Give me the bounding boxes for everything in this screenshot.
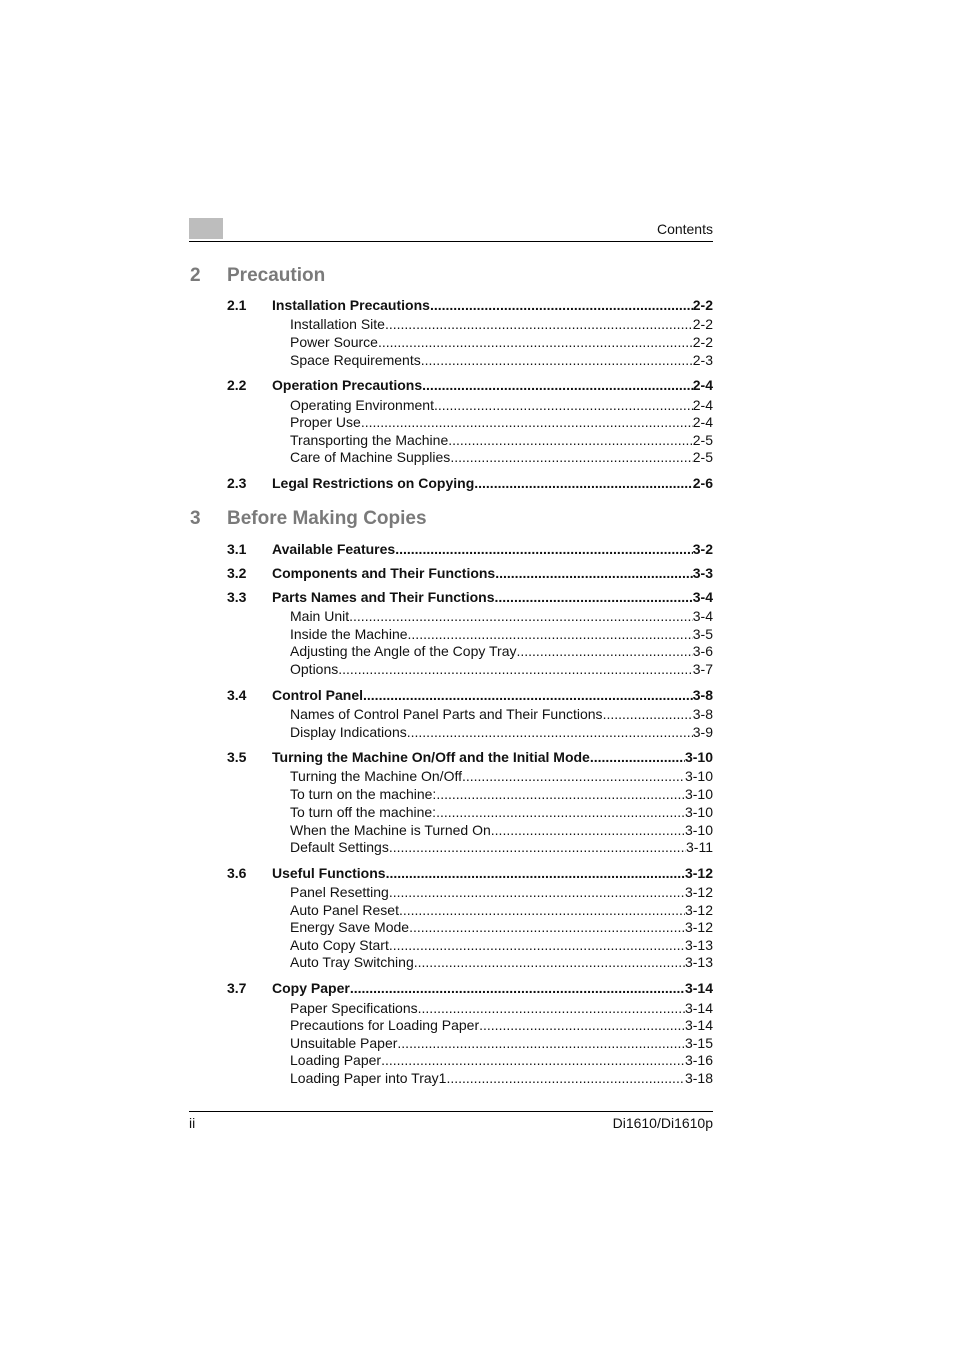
toc-entry[interactable] — [290, 821, 713, 839]
footer-page-number: ii — [189, 1115, 196, 1131]
dot-leader — [407, 723, 693, 741]
toc-subsection-row — [0, 351, 713, 369]
toc-entry-page: 3-3 — [692, 565, 713, 581]
toc-entry[interactable] — [272, 979, 713, 997]
dot-leader — [338, 660, 693, 678]
dot-leader — [422, 376, 693, 394]
toc-subsection-row — [0, 396, 713, 414]
toc-entry[interactable] — [290, 785, 713, 803]
toc-entry[interactable] — [290, 901, 713, 919]
chapter-heading — [190, 508, 427, 530]
dot-leader — [495, 564, 693, 582]
toc-subsection-row — [0, 333, 713, 351]
section-number: 2.3 — [227, 475, 247, 491]
toc-subsection-row — [0, 660, 713, 678]
toc-subsection-row — [0, 838, 713, 856]
dot-leader — [385, 315, 693, 333]
toc-subsection-row — [0, 999, 713, 1017]
toc-entry-title: Paper Specifications — [290, 1000, 418, 1016]
toc-entry[interactable] — [290, 1069, 713, 1087]
toc-section-row — [0, 474, 713, 492]
toc-entry-title: Components and Their Functions — [272, 565, 496, 581]
toc-subsection-row — [0, 883, 713, 901]
section-number: 3.2 — [227, 565, 247, 581]
toc-entry-page: 3-12 — [684, 884, 713, 900]
toc-entry-page: 3-6 — [692, 643, 713, 659]
chapter-heading — [190, 265, 325, 287]
toc-entry-title: When the Machine is Turned On — [290, 822, 491, 838]
toc-entry-page: 3-10 — [684, 804, 713, 820]
toc-entry-page: 3-13 — [684, 937, 713, 953]
toc-entry-title: Available Features — [272, 541, 396, 557]
toc-entry[interactable] — [290, 705, 713, 723]
dot-leader — [349, 607, 693, 625]
toc-entry-title: Default Settings — [290, 839, 389, 855]
dot-leader — [399, 901, 685, 919]
toc-entry-page: 2-5 — [692, 449, 713, 465]
toc-entry-title: Display Indications — [290, 724, 407, 740]
toc-entry-page: 2-6 — [692, 475, 713, 491]
section-number: 3.1 — [227, 541, 247, 557]
toc-entry-title: Main Unit — [290, 608, 350, 624]
toc-entry[interactable] — [272, 296, 713, 314]
toc-entry-title: Precautions for Loading Paper — [290, 1017, 480, 1033]
toc-entry[interactable] — [290, 1051, 713, 1069]
toc-entry-page: 3-10 — [684, 749, 713, 765]
toc-entry[interactable] — [290, 351, 713, 369]
toc-entry-title: To turn on the machine: — [290, 786, 437, 802]
dot-leader — [395, 540, 693, 558]
toc-entry-page: 3-4 — [692, 608, 713, 624]
chapter-number: 2 — [190, 265, 201, 286]
toc-entry[interactable] — [290, 918, 713, 936]
toc-entry-page: 2-2 — [692, 297, 713, 313]
toc-subsection-row — [0, 625, 713, 643]
dot-leader — [418, 999, 685, 1017]
toc-entry[interactable] — [290, 803, 713, 821]
toc-entry-title: Operating Environment — [290, 397, 434, 413]
toc-entry[interactable] — [272, 564, 713, 582]
dot-leader — [495, 588, 693, 606]
toc-entry-page: 3-10 — [684, 786, 713, 802]
toc-entry-title: Loading Paper — [290, 1052, 382, 1068]
toc-entry-title: Unsuitable Paper — [290, 1035, 398, 1051]
toc-section-row — [0, 588, 713, 606]
toc-entry-page: 3-10 — [684, 768, 713, 784]
toc-section-row — [0, 686, 713, 704]
dot-leader — [450, 448, 692, 466]
toc-entry[interactable] — [290, 625, 713, 643]
footer-model-name: Di1610/Di1610p — [612, 1115, 713, 1131]
toc-entry-title: Proper Use — [290, 414, 361, 430]
toc-subsection-row — [0, 803, 713, 821]
dot-leader — [421, 351, 693, 369]
toc-entry-page: 2-5 — [692, 432, 713, 448]
toc-entry-page: 3-14 — [684, 1000, 713, 1016]
header-tab-marker — [189, 218, 223, 239]
toc-entry[interactable] — [290, 1016, 713, 1034]
toc-entry[interactable] — [290, 333, 713, 351]
toc-entry-title: Adjusting the Angle of the Copy Tray — [290, 643, 517, 659]
toc-entry-title: Useful Functions — [272, 865, 386, 881]
dot-leader — [389, 936, 685, 954]
dot-leader — [446, 1069, 685, 1087]
toc-entry[interactable] — [290, 767, 713, 785]
header-rule — [189, 241, 713, 242]
toc-entry[interactable] — [290, 999, 713, 1017]
chapter-number: 3 — [190, 508, 201, 529]
toc-subsection-row — [0, 431, 713, 449]
toc-subsection-row — [0, 448, 713, 466]
toc-entry-page: 3-12 — [684, 865, 713, 881]
toc-entry[interactable] — [290, 315, 713, 333]
toc-entry-page: 2-4 — [692, 397, 713, 413]
toc-entry-page: 3-2 — [692, 541, 713, 557]
toc-entry-page: 3-13 — [684, 954, 713, 970]
dot-leader — [361, 413, 693, 431]
toc-entry[interactable] — [290, 883, 713, 901]
toc-entry-title: Power Source — [290, 334, 378, 350]
toc-entry-title: Options — [290, 661, 339, 677]
toc-entry-title: Legal Restrictions on Copying — [272, 475, 475, 491]
toc-entry-page: 3-4 — [692, 589, 713, 605]
dot-leader — [462, 767, 685, 785]
dot-leader — [363, 686, 693, 704]
toc-entry-page: 2-4 — [692, 377, 713, 393]
dot-leader — [378, 333, 693, 351]
dot-leader — [491, 821, 685, 839]
footer-rule — [189, 1111, 713, 1112]
toc-entry-title: Energy Save Mode — [290, 919, 410, 935]
toc-entry-page: 2-2 — [692, 334, 713, 350]
toc-subsection-row — [0, 918, 713, 936]
dot-leader — [434, 396, 693, 414]
toc-section-row — [0, 296, 713, 314]
toc-entry-title: Operation Precautions — [272, 377, 423, 393]
toc-section-row — [0, 864, 713, 882]
toc-entry[interactable] — [272, 540, 713, 558]
dot-leader — [389, 883, 685, 901]
toc-entry-page: 3-16 — [684, 1052, 713, 1068]
toc-subsection-row — [0, 1034, 713, 1052]
toc-entry[interactable] — [290, 936, 713, 954]
toc-subsection-row — [0, 936, 713, 954]
header-title: Contents — [656, 221, 713, 237]
dot-leader — [479, 1016, 685, 1034]
dot-leader — [389, 838, 686, 856]
toc-entry-page: 3-10 — [684, 822, 713, 838]
toc-entry-page: 3-14 — [684, 980, 713, 996]
toc-entry-page: 3-12 — [684, 902, 713, 918]
section-number: 3.5 — [227, 749, 247, 765]
toc-entry-page: 3-9 — [692, 724, 713, 740]
toc-entry-title: Turning the Machine On/Off and the Initial Mode — [272, 749, 590, 765]
toc-subsection-row — [0, 1016, 713, 1034]
dot-leader — [350, 979, 685, 997]
toc-entry-page: 3-11 — [686, 839, 713, 855]
dot-leader — [436, 803, 685, 821]
dot-leader — [409, 918, 685, 936]
dot-leader — [436, 785, 685, 803]
toc-subsection-row — [0, 413, 713, 431]
section-number: 3.4 — [227, 687, 247, 703]
dot-leader — [381, 1051, 685, 1069]
section-number: 3.6 — [227, 865, 247, 881]
section-number: 2.2 — [227, 377, 247, 393]
toc-entry-page: 3-5 — [692, 626, 713, 642]
dot-leader — [386, 864, 685, 882]
toc-entry-page: 2-4 — [692, 414, 713, 430]
toc-entry-title: Control Panel — [272, 687, 364, 703]
toc-entry-title: Auto Panel Reset — [290, 902, 399, 918]
toc-entry[interactable] — [290, 723, 713, 741]
toc-entry[interactable] — [290, 413, 713, 431]
toc-entry-page: 2-2 — [692, 316, 713, 332]
dot-leader — [448, 431, 693, 449]
toc-subsection-row — [0, 315, 713, 333]
dot-leader — [414, 953, 685, 971]
toc-entry[interactable] — [290, 660, 713, 678]
toc-entry-page: 3-8 — [692, 706, 713, 722]
toc-entry-page: 2-3 — [692, 352, 713, 368]
toc-subsection-row — [0, 723, 713, 741]
section-number: 3.3 — [227, 589, 247, 605]
toc-subsection-row — [0, 705, 713, 723]
dot-leader — [603, 705, 693, 723]
toc-entry-page: 3-18 — [684, 1070, 713, 1086]
dot-leader — [590, 748, 685, 766]
toc-entry-page: 3-15 — [684, 1035, 713, 1051]
toc-subsection-row — [0, 821, 713, 839]
dot-leader — [430, 296, 693, 314]
dot-leader — [474, 474, 693, 492]
toc-entry-title: Names of Control Panel Parts and Their Functions — [290, 706, 603, 722]
toc-entry[interactable] — [290, 1034, 713, 1052]
dot-leader — [397, 1034, 685, 1052]
toc-entry[interactable] — [290, 448, 713, 466]
toc-subsection-row — [0, 953, 713, 971]
section-number: 2.1 — [227, 297, 247, 313]
toc-subsection-row — [0, 785, 713, 803]
dot-leader — [516, 642, 692, 660]
toc-entry-title: Installation Precautions — [272, 297, 430, 313]
toc-subsection-row — [0, 642, 713, 660]
toc-entry-title: Panel Resetting — [290, 884, 389, 900]
toc-entry-title: Loading Paper into Tray1 — [290, 1070, 447, 1086]
toc-entry-page: 3-8 — [692, 687, 713, 703]
toc-entry[interactable] — [290, 431, 713, 449]
toc-subsection-row — [0, 767, 713, 785]
toc-section-row — [0, 376, 713, 394]
toc-entry-page: 3-12 — [684, 919, 713, 935]
toc-entry[interactable] — [290, 642, 713, 660]
toc-entry[interactable] — [272, 474, 713, 492]
toc-entry[interactable] — [272, 864, 713, 882]
toc-section-row — [0, 564, 713, 582]
chapter-title: Before Making Copies — [227, 508, 427, 529]
toc-entry-title: Auto Tray Switching — [290, 954, 414, 970]
toc-entry[interactable] — [272, 588, 713, 606]
section-number: 3.7 — [227, 980, 247, 996]
toc-section-row — [0, 540, 713, 558]
toc-entry-title: To turn off the machine: — [290, 804, 437, 820]
toc-entry[interactable] — [272, 686, 713, 704]
toc-section-row — [0, 748, 713, 766]
toc-subsection-row — [0, 901, 713, 919]
toc-entry[interactable] — [290, 396, 713, 414]
toc-entry-title: Auto Copy Start — [290, 937, 389, 953]
toc-entry-title: Turning the Machine On/Off — [290, 768, 462, 784]
toc-entry-page: 3-7 — [692, 661, 713, 677]
toc-entry-title: Care of Machine Supplies — [290, 449, 451, 465]
toc-entry[interactable] — [290, 953, 713, 971]
toc-section-row — [0, 979, 713, 997]
toc-entry-title: Parts Names and Their Functions — [272, 589, 495, 605]
toc-subsection-row — [0, 1069, 713, 1087]
dot-leader — [408, 625, 693, 643]
toc-entry[interactable] — [272, 376, 713, 394]
toc-entry[interactable] — [272, 748, 713, 766]
toc-subsection-row — [0, 1051, 713, 1069]
toc-entry-title: Installation Site — [290, 316, 385, 332]
toc-entry[interactable] — [290, 607, 713, 625]
toc-entry-title: Copy Paper — [272, 980, 350, 996]
chapter-title: Precaution — [227, 265, 326, 286]
toc-entry-title: Inside the Machine — [290, 626, 408, 642]
toc-subsection-row — [0, 607, 713, 625]
toc-entry-page: 3-14 — [684, 1017, 713, 1033]
toc-entry-title: Transporting the Machine — [290, 432, 449, 448]
toc-entry-title: Space Requirements — [290, 352, 421, 368]
toc-entry[interactable] — [290, 838, 713, 856]
